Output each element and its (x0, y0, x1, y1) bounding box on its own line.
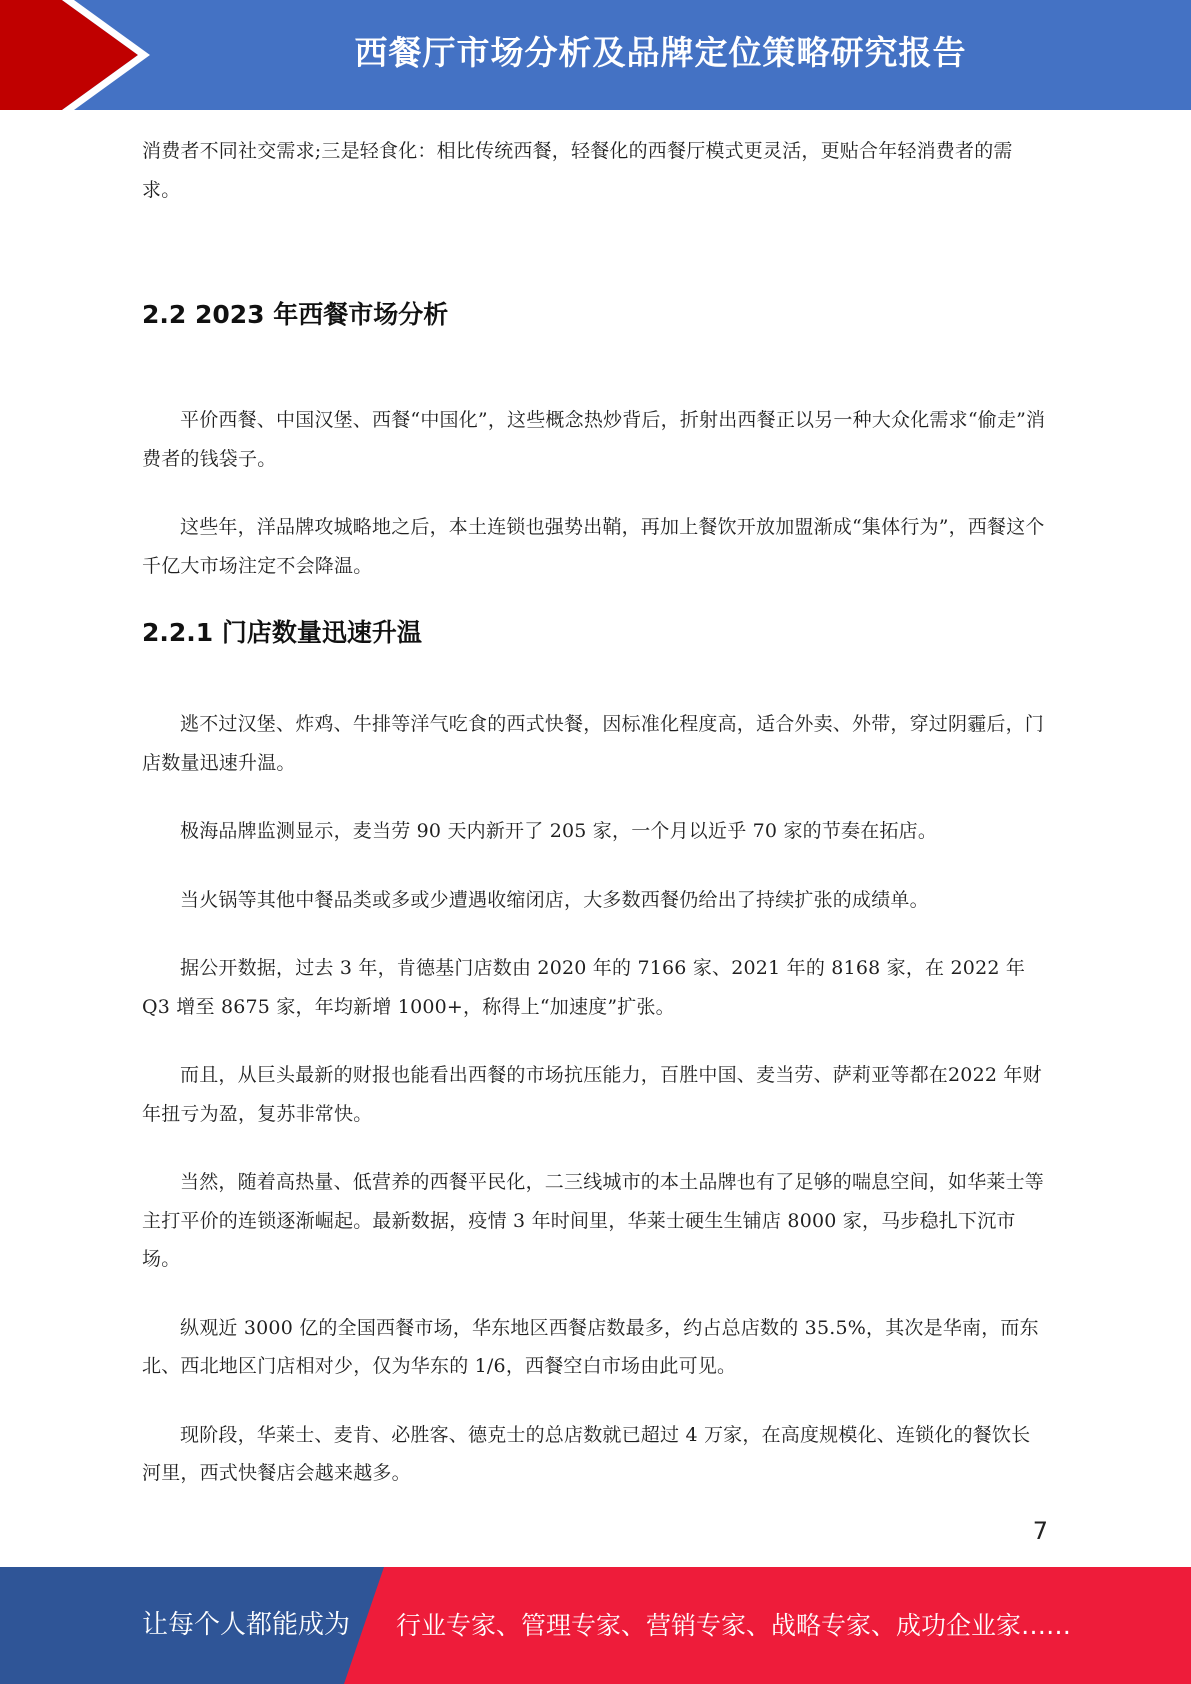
subsection-paragraph: 极海品牌监测显示，麦当劳 90 天内新开了 205 家，一个月以近乎 70 家的节奏在拓店。 (180, 820, 938, 842)
page-number: 7 (1032, 1517, 1048, 1545)
intro-paragraph: 消费者不同社交需求;三是轻食化：相比传统西餐，轻餐化的西餐厅模式更灵活，更贴合年轻消费者的需求。 (142, 140, 1013, 201)
footer-slogan-right: 行业专家、管理专家、营销专家、战略专家、成功企业家…… (396, 1611, 1072, 1640)
subsection-paragraph: 现阶段，华莱士、麦肯、必胜客、德克士的总店数就已超过 4 万家，在高度规模化、连锁化的餐饮长河里，西式快餐店会越来越多。 (142, 1423, 1031, 1484)
footer-slogan-left: 让每个人都能成为 (142, 1610, 351, 1640)
subsection-heading: 2.2.1 门店数量迅速升温 (142, 618, 422, 647)
section-paragraph: 平价西餐、中国汉堡、西餐“中国化”，这些概念热炒背后，折射出西餐正以另一种大众化需求“偷走”消费者的钱袋子。 (142, 409, 1046, 470)
subsection-paragraph: 而且，从巨头最新的财报也能看出西餐的市场抗压能力，百胜中国、麦当劳、萨莉亚等都在2022 年财年扭亏为盈，复苏非常快。 (142, 1064, 1042, 1125)
header-banner (0, 0, 1191, 110)
document-body (142, 132, 1047, 1493)
footer-banner (0, 1567, 1191, 1684)
section-heading: 2.2 2023 年西餐市场分析 (142, 300, 449, 329)
subsection-paragraph: 纵观近 3000 亿的全国西餐市场，华东地区西餐店数最多，约占总店数的 35.5%，其次是华南，而东北、西北地区门店相对少，仅为华东的 1/6，西餐空白市场由此可见。 (142, 1316, 1039, 1377)
subsection-paragraph: 当然，随着高热量、低营养的西餐平民化，二三线城市的本土品牌也有了足够的喘息空间，如华莱士等主打平价的连锁逐渐崛起。最新数据，疫情 3 年时间里，华莱士硬生生铺店 8000 家，马步稳扎下沉市场。 (142, 1171, 1045, 1270)
subsection-paragraph: 据公开数据，过去 3 年，肯德基门店数由 2020 年的 7166 家、2021 年的 8168 家，在 2022 年Q3 增至 8675 家，年均新增 1000+，称得上“加速度”扩张。 (142, 957, 1026, 1018)
report-title: 西餐厅市场分析及品牌定位策略研究报告 (354, 33, 967, 72)
section-paragraph: 这些年，洋品牌攻城略地之后，本土连锁也强势出鞘，再加上餐饮开放加盟渐成“集体行为”，西餐这个千亿大市场注定不会降温。 (142, 516, 1045, 577)
subsection-paragraph: 当火锅等其他中餐品类或多或少遭遇收缩闭店，大多数西餐仍给出了持续扩张的成绩单。 (180, 888, 929, 911)
subsection-paragraph: 逃不过汉堡、炸鸡、牛排等洋气吃食的西式快餐，因标准化程度高，适合外卖、外带，穿过阴霾后，门店数量迅速升温。 (142, 713, 1045, 774)
